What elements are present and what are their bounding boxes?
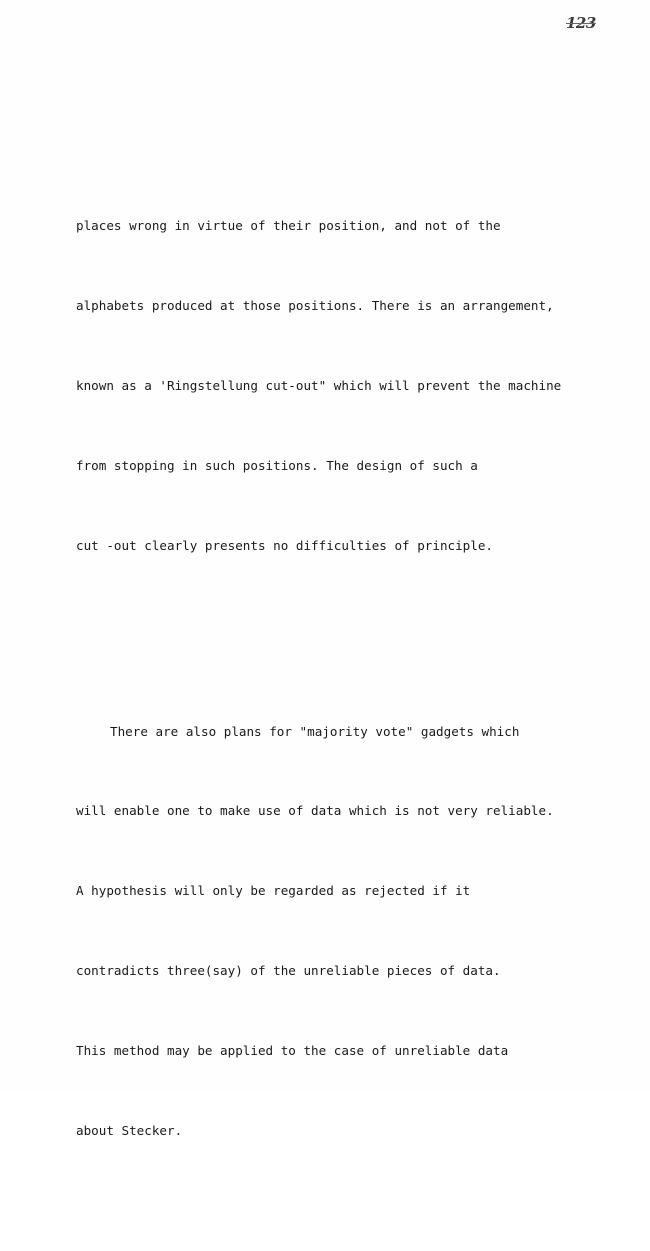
paragraph-1 (76, 160, 636, 612)
text-line: alphabets produced at those positions. There is an arrangement, (76, 298, 554, 314)
text-line: from stopping in such positions. The design of such a (76, 457, 478, 473)
text-line: contradicts three(say) of the unreliable pieces of data. (76, 963, 501, 978)
text-line: known as a 'Ringstellung cut-out" which will prevent the machine (76, 377, 562, 393)
text-line: will enable one to make use of data which is not very reliable. (76, 803, 554, 819)
text-line: This method may be applied to the case of unreliable data (76, 1042, 509, 1058)
paragraph-2 (76, 665, 636, 1197)
text-line: A hypothesis will only be regarded as rejected if it (76, 883, 471, 899)
page-number: 123 (566, 14, 596, 32)
text-line: places wrong in virtue of their position, and not of the (76, 218, 501, 234)
text-line: There are also plans for "majority vote" gadgets which (110, 723, 520, 739)
text-line: cut -out clearly presents no difficulties of principle. (76, 537, 494, 553)
text-line: about Stecker. (76, 1122, 183, 1138)
body-text (76, 107, 636, 1251)
